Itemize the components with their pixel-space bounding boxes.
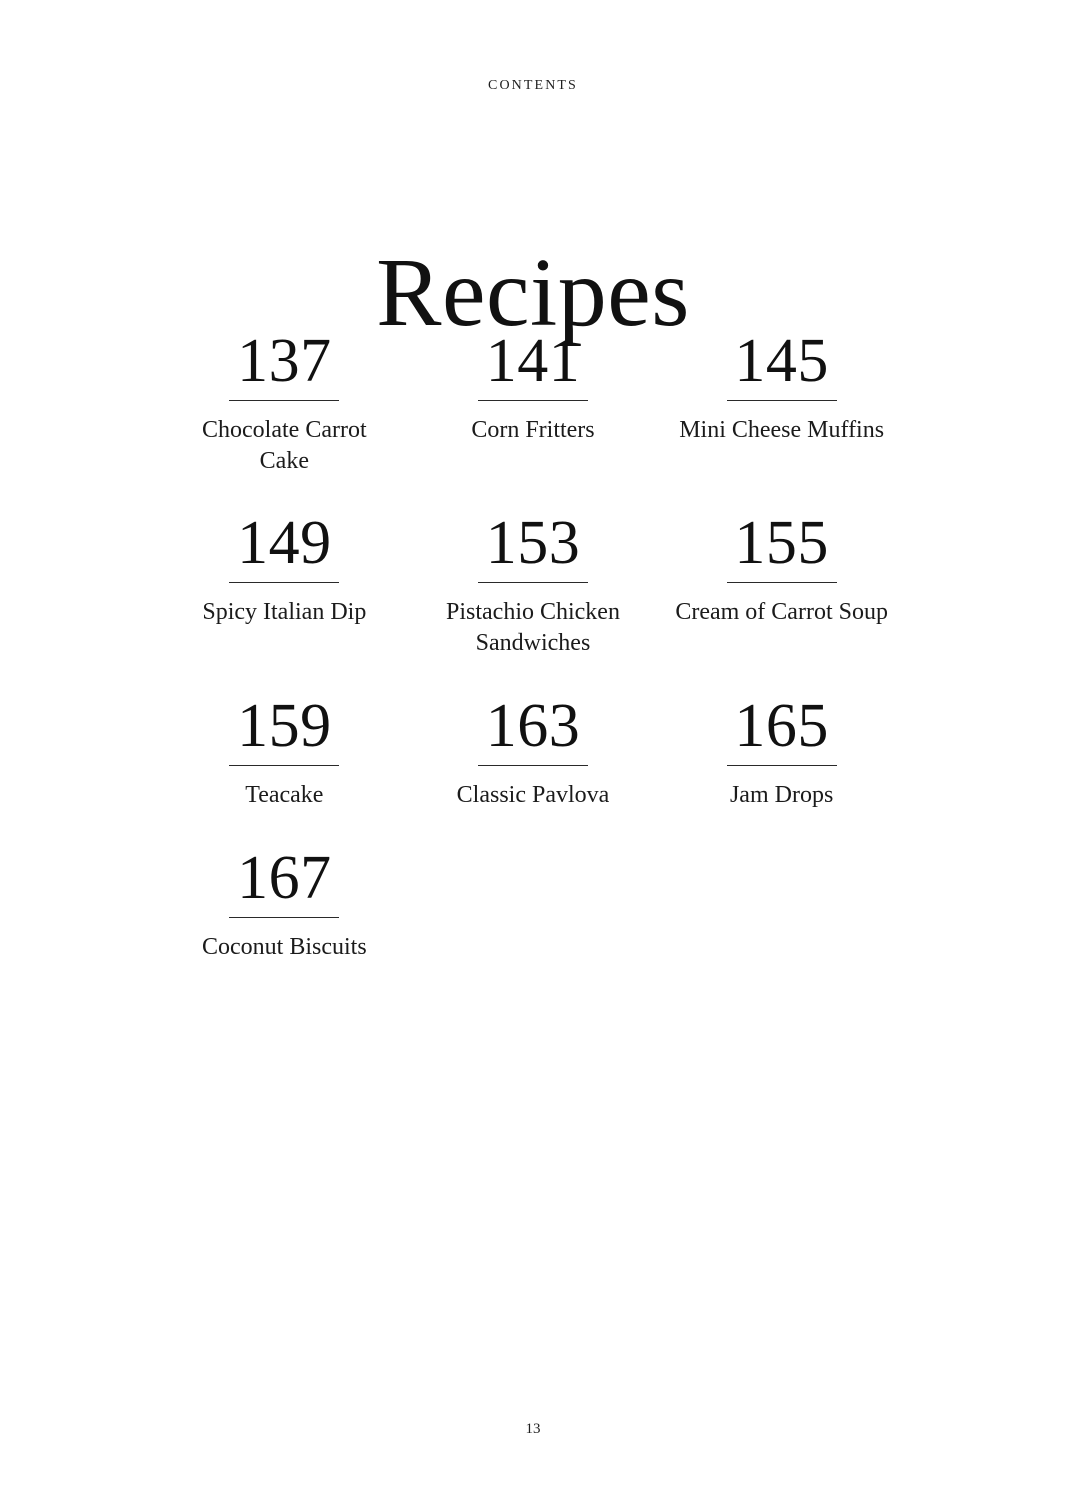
contents-entry-list: [160, 327, 906, 998]
entry-page-number: 149: [237, 509, 332, 578]
entry-page-number: 159: [237, 691, 332, 760]
entry-divider: [229, 765, 339, 766]
contents-entry[interactable]: [409, 509, 658, 658]
contents-entry[interactable]: [409, 691, 658, 811]
contents-entry[interactable]: [657, 691, 906, 811]
page-title: Recipes: [376, 238, 690, 347]
entry-page-number: 145: [734, 327, 829, 395]
entry-divider: [478, 400, 588, 401]
entry-title: Coconut Biscuits: [201, 933, 367, 960]
folio-page-number: 13: [525, 1421, 541, 1437]
contents-entry[interactable]: [409, 327, 658, 476]
entry-page-number: 155: [734, 509, 829, 578]
entry-page-number: 163: [485, 691, 581, 760]
contents-entry[interactable]: [160, 691, 409, 811]
entry-title: Corn Fritters: [471, 417, 595, 443]
entry-page-number: 165: [734, 691, 829, 760]
entry-page-number: 141: [485, 327, 581, 395]
entry-divider: [727, 400, 837, 401]
contents-entry[interactable]: [657, 509, 906, 658]
entry-title: Chocolate Carrot Cake: [202, 417, 367, 474]
entry-divider: [727, 765, 837, 766]
entry-divider: [229, 582, 339, 583]
running-head: CONTENTS: [488, 78, 578, 93]
entry-divider: [229, 917, 339, 918]
entry-divider: [229, 400, 339, 401]
entry-title: Pistachio Chicken Sandwiches: [445, 599, 620, 657]
entry-title: Spicy Italian Dip: [202, 599, 367, 626]
entry-page-number: 167: [237, 843, 332, 912]
contents-entry[interactable]: [160, 843, 409, 963]
entry-divider: [478, 582, 588, 583]
entry-divider: [727, 582, 837, 583]
entry-title: Cream of Carrot Soup: [675, 599, 888, 626]
entry-page-number: 153: [485, 509, 581, 578]
entry-title: Classic Pavlova: [456, 781, 610, 808]
entry-title: Jam Drops: [729, 781, 834, 808]
contents-entry[interactable]: [160, 509, 409, 658]
contents-entry[interactable]: [657, 327, 906, 476]
entry-divider: [478, 765, 588, 766]
contents-entry[interactable]: [160, 327, 409, 476]
entry-title: Teacake: [245, 781, 324, 808]
entry-title: Mini Cheese Muffins: [679, 417, 885, 443]
entry-page-number: 137: [237, 327, 332, 395]
